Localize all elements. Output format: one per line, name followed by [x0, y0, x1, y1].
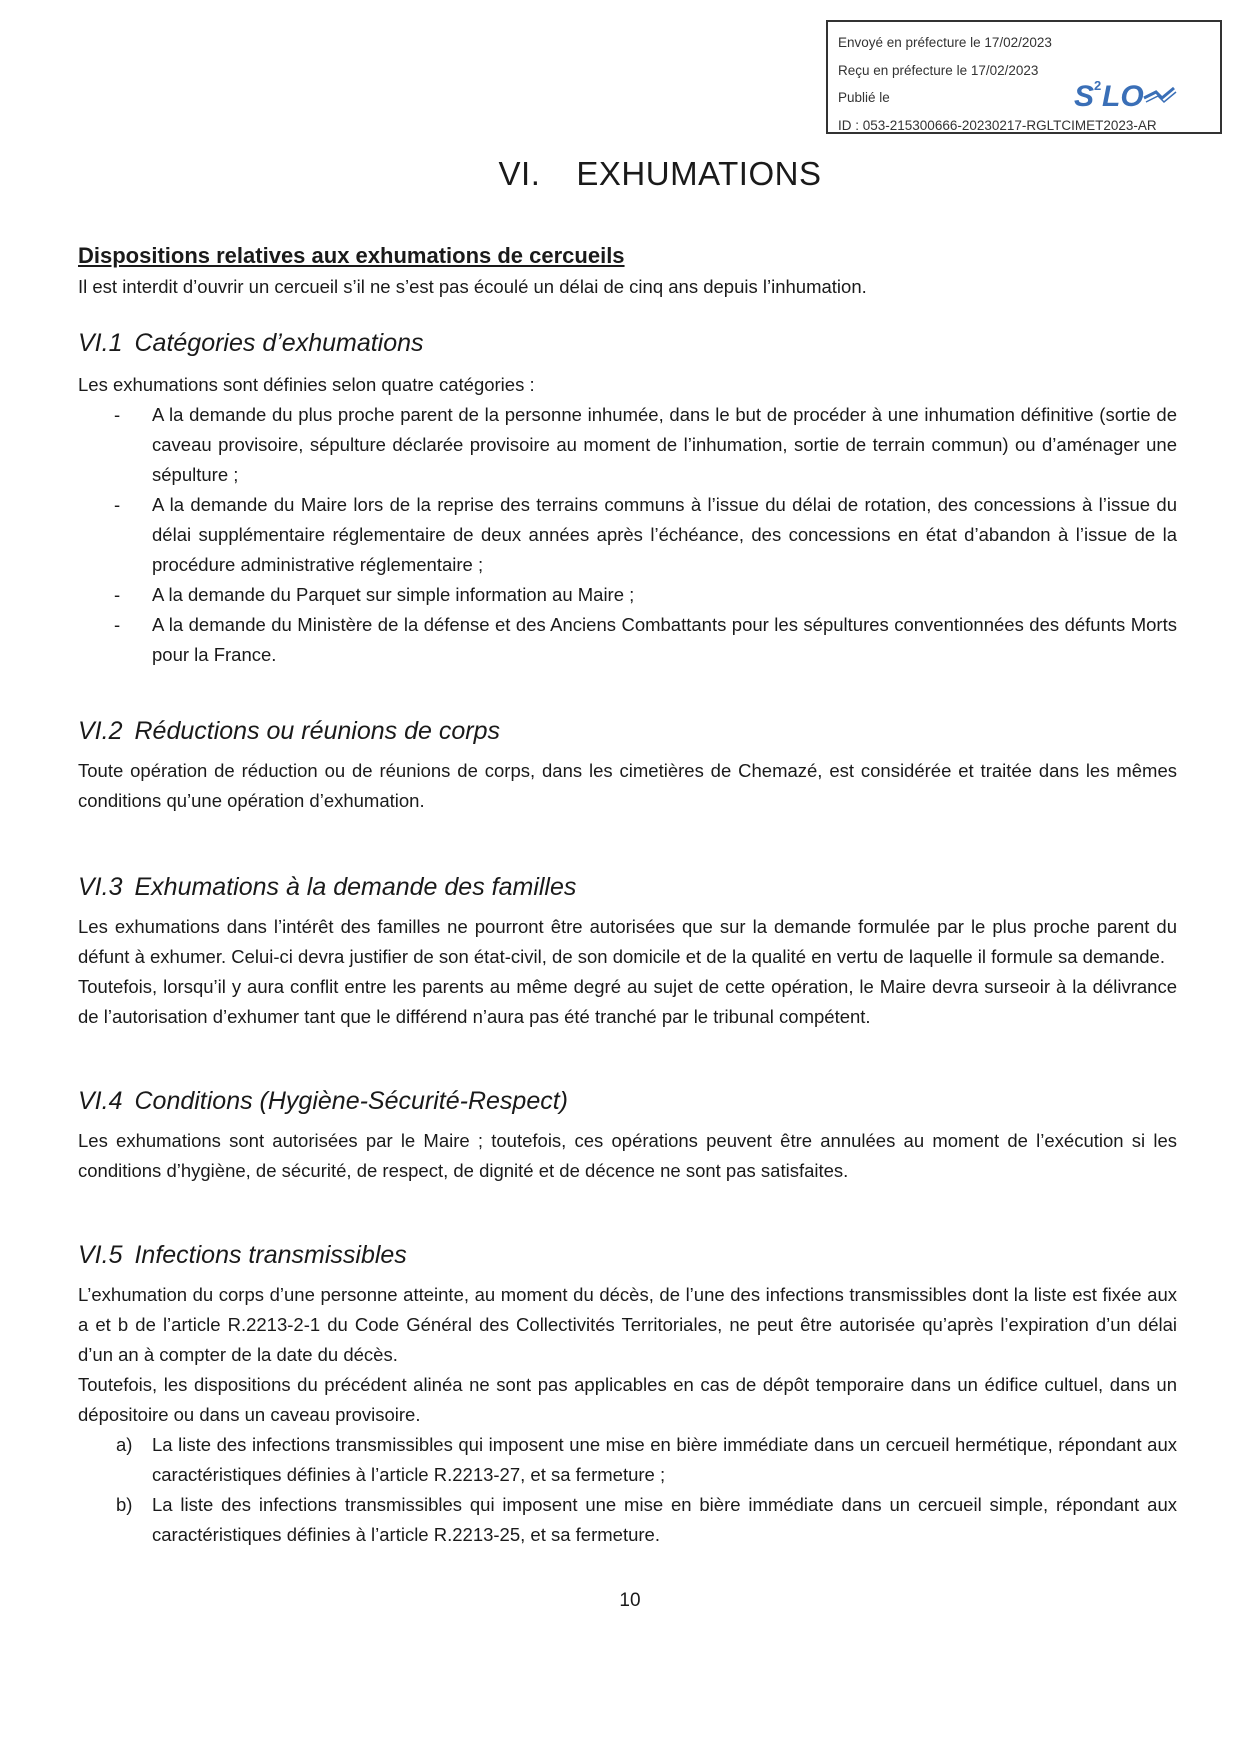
section-lead: Les exhumations sont définies selon quatre catégories : [78, 374, 535, 395]
list-item [78, 490, 1177, 580]
stamp-received-date: Reçu en préfecture le 17/02/2023 [838, 62, 1039, 78]
categories-list [78, 400, 1177, 670]
document-body [78, 240, 1177, 1550]
list-marker: b) [116, 1494, 133, 1515]
section-number: VI.4 [78, 1087, 123, 1115]
list-item [78, 580, 1177, 610]
page-number: 10 [619, 1590, 641, 1611]
list-item-text: A la demande du Maire lors de la reprise des terrains communs à l’issue du délai de rotation, des concessions à l’issue du délai supplémentaire réglementaire de deux années après l’échéance, des concessions en état d’abandon à l’issue de la procédure administrative réglementaire ; [152, 494, 1177, 575]
list-item [78, 610, 1177, 670]
section-heading-vi4 [78, 1084, 1177, 1118]
section-title: Catégories d’exhumations [134, 329, 424, 357]
section-heading-vi1 [78, 326, 1177, 360]
section-title: Infections transmissibles [134, 1241, 407, 1269]
stamp-id: ID : 053-215300666-20230217-RGLTCIMET2023-AR [838, 117, 1157, 133]
section-title: Réductions ou réunions de corps [134, 717, 500, 745]
s2lo-logo-icon [1070, 64, 1180, 124]
section-heading-vi3 [78, 870, 1177, 904]
list-item [78, 1430, 1177, 1490]
list-item-text: A la demande du Ministère de la défense et des Anciens Combattants pour les sépultures conventionnées des défunts Morts pour la France. [152, 614, 1177, 665]
list-item [78, 400, 1177, 490]
section-title: Exhumations à la demande des familles [134, 873, 577, 901]
paragraph: L’exhumation du corps d’une personne atteinte, au moment du décès, de l’une des infections transmissibles dont la liste est fixée aux a et b de l’article R.2213-2-1 du Code Général des Collectivités Territoriales, ne peut être autorisée qu’après l’expiration d’un délai d’un an à compter de la date du décès. [78, 1284, 1177, 1365]
page-title-number: VI. [498, 155, 541, 192]
paragraph: Toutefois, lorsqu’il y aura conflit entre les parents au même degré au sujet de cette opération, le Maire devra surseoir à la délivrance de l’autorisation d’exhumer tant que le différend n’aura pas été tranché par le tribunal compétent. [78, 976, 1177, 1027]
svg-text:2: 2 [1094, 78, 1102, 93]
paragraph: Les exhumations sont autorisées par le Maire ; toutefois, ces opérations peuvent être annulées au moment de l’exécution si les conditions d’hygiène, de sécurité, de respect, de dignité et de décence ne sont pas satisfaites. [78, 1130, 1177, 1181]
stamp-published: Publié le [838, 90, 890, 105]
dash-bullet: - [114, 614, 121, 635]
page-title-text: EXHUMATIONS [576, 155, 822, 192]
paragraph: Les exhumations dans l’intérêt des familles ne pourront être autorisées que sur la demande formulée par le plus proche parent du défunt à exhumer. Celui-ci devra justifier de son état-civil, de son domicile et de la qualité en vertu de laquelle il formule sa demande. [78, 916, 1177, 967]
list-item-text: La liste des infections transmissibles qui imposent une mise en bière immédiate dans un cercueil simple, répondant aux caractéristiques définies à l’article R.2213-25, et sa fermeture. [152, 1494, 1177, 1545]
intro-text: Il est interdit d’ouvrir un cercueil s’il ne s’est pas écoulé un délai de cinq ans depuis l’inhumation. [78, 276, 867, 297]
infections-list [78, 1430, 1177, 1550]
section-number: VI.1 [78, 329, 123, 357]
list-item-text: A la demande du plus proche parent de la personne inhumée, dans le but de procéder à une inhumation définitive (sortie de caveau provisoire, sépulture déclarée provisoire au moment de l’inhumation, sortie de terrain commun) ou d’aménager une sépulture ; [152, 404, 1177, 485]
dash-bullet: - [114, 494, 121, 515]
dash-bullet: - [114, 584, 121, 605]
page-title [0, 155, 1240, 193]
section-number: VI.3 [78, 873, 123, 901]
list-item [78, 1490, 1177, 1550]
list-item-text: La liste des infections transmissibles qui imposent une mise en bière immédiate dans un cercueil hermétique, répondant aux caractéristiques définies à l’article R.2213-27, et sa fermeture ; [152, 1434, 1177, 1485]
section-title: Conditions (Hygiène-Sécurité-Respect) [134, 1087, 569, 1115]
section-heading-vi2 [78, 714, 1177, 748]
intro-heading: Dispositions relatives aux exhumations de cercueils [78, 243, 625, 268]
svg-text:LO: LO [1102, 80, 1144, 113]
svg-text:S: S [1074, 80, 1095, 113]
section-heading-vi5 [78, 1238, 1177, 1272]
dash-bullet: - [114, 404, 121, 425]
section-number: VI.2 [78, 717, 123, 745]
list-item-text: A la demande du Parquet sur simple information au Maire ; [152, 584, 635, 605]
stamp-sent-date: Envoyé en préfecture le 17/02/2023 [838, 35, 1052, 50]
prefecture-stamp [826, 20, 1222, 134]
list-marker: a) [116, 1434, 133, 1455]
paragraph: Toute opération de réduction ou de réunions de corps, dans les cimetières de Chemazé, est considérée et traitée dans les mêmes conditions qu’une opération d’exhumation. [78, 760, 1177, 811]
section-number: VI.5 [78, 1241, 123, 1269]
paragraph: Toutefois, les dispositions du précédent alinéa ne sont pas applicables en cas de dépôt temporaire dans un édifice cultuel, dans un dépositoire ou dans un caveau provisoire. [78, 1374, 1177, 1425]
